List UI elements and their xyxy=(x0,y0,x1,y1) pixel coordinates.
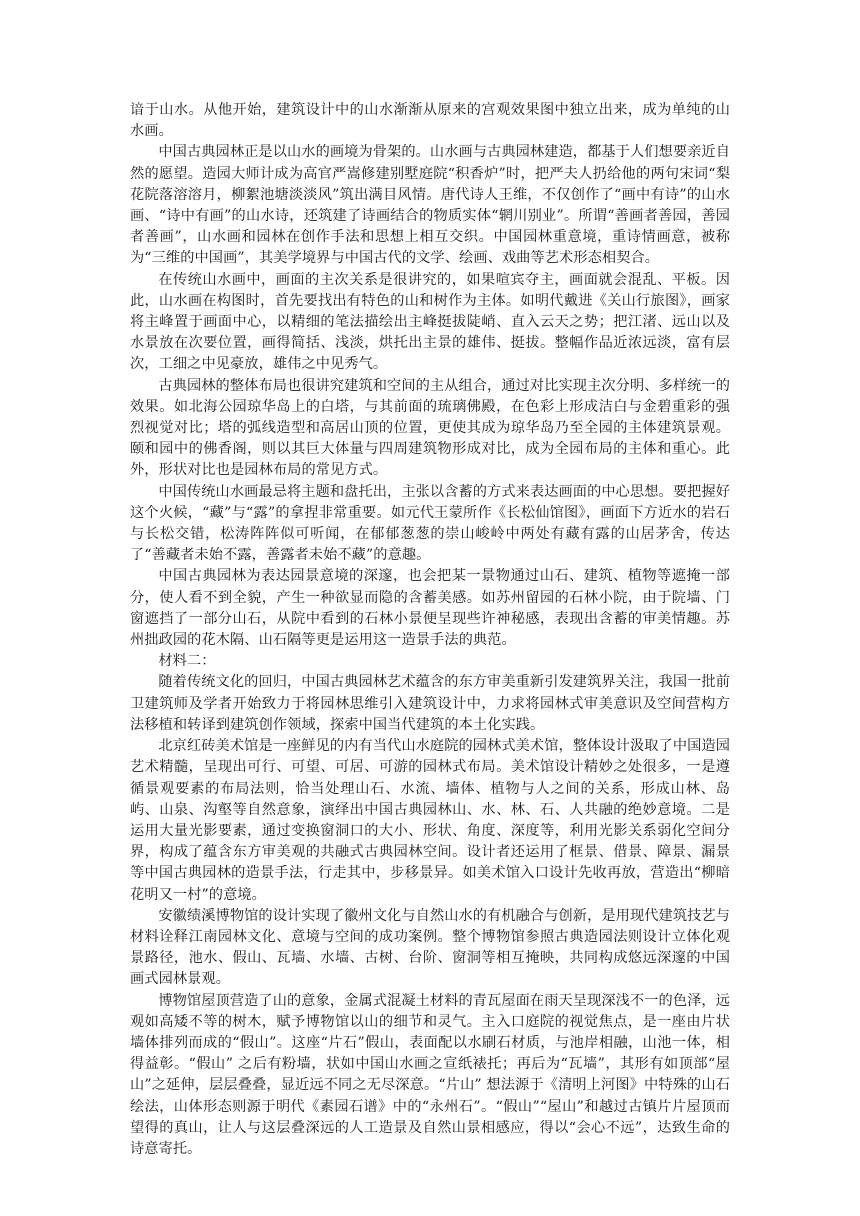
paragraph-jixi-museum: 安徽绩溪博物馆的设计实现了徽州文化与自然山水的有机融合与创新，是用现代建筑技艺与材料诠释江南园林文化、意境与空间的成功案例。整个博物馆参照古典造园法则设计立体化观景路径，池水、假山、瓦墙、水墙、古树、台阶、窗洞等相互掩映，共同构成悠远深邃的中国画式园林景观。 xyxy=(130,907,730,988)
paragraph-conceal-reveal: 中国传统山水画最忌将主题和盘托出，主张以含蓄的方式来表达画面的中心思想。要把握好这个火候，“藏”与“露”的拿捏非常重要。如元代王蒙所作《长松仙馆图》，画面下方近水的岩石与长松交错，松涛阵阵似可听闻，在郁郁葱葱的崇山峻岭中两处有藏有露的山居茅舍，传达了“善藏者未始不露，善露者未始不藏”的意趣。 xyxy=(130,483,730,564)
paragraph-museum-roof: 博物馆屋顶营造了山的意象，金属式混凝土材料的青瓦屋面在雨天呈现深浅不一的色泽，远观如高矮不等的树木，赋予博物馆以山的细节和灵气。主入口庭院的视觉焦点，是一座由片状墙体排列而成的“假山”。这座“片石”假山，表面配以水刷石材质，与池岸相融，山池一体，相得益彰。“假山” 之后有粉墙，状如中国山水画之宣纸裱托；再后为“瓦墙”，其形有如顶部“屋山”之延伸，层层叠叠，显近远不同之无尽深意。“片山” 想法源于《清明上河图》中特殊的山石绘法，山体形态则源于明代《素园石谱》中的“永州石”。“假山”“屋山”和越过古镇片片屋顶而望得的真山，让人与这层叠深远的人工造景及自然山景相感应，得以“会心不远”，达致生命的诗意寄托。 xyxy=(130,992,730,1157)
paragraph-red-brick-museum: 北京红砖美术馆是一座鲜见的内有当代山水庭院的园林式美术馆，整体设计汲取了中国造园艺术精髓，呈现出可行、可望、可居、可游的园林式布局。美术馆设计精妙之处很多，一是遵循景观要素的布局法则，恰当处理山石、水流、墙体、植物与人之间的关系，形成山林、岛屿、山泉、沟壑等自然意象，演绎出中国古典园林山、水、林、石、人共融的绝妙意境。二是运用大量光影要素，通过变换窗洞口的大小、形状、角度、深度等，利用光影关系弱化空间分界，构成了蕴含东方审美观的共融式古典园林空间。设计者还运用了框景、借景、障景、漏景等中国古典园林的造景手法，行走其中，步移景异。如美术馆入口设计先收再放，营造出“柳暗花明又一村”的意境。 xyxy=(130,738,730,903)
paragraph-continuation: 谙于山水。从他开始，建筑设计中的山水渐渐从原来的宫观效果图中独立出来，成为单纯的山水画。 xyxy=(130,102,730,140)
paragraph-garden-concealment: 中国古典园林为表达园景意境的深邃，也会把某一景物通过山石、建筑、植物等遮掩一部分，使人看不到全貌，产生一种欲显而隐的含蓄美感。如苏州留园的石林小院，由于院墙、门窗遮挡了一部分山石，从院中看到的石林小景便呈现些许神秘感，表现出含蓄的审美情趣。苏州拙政园的花木隔、山石隔等更是运用这一造景手法的典范。 xyxy=(130,568,730,649)
material-two-heading: 材料二： xyxy=(158,653,216,670)
paragraph-primary-secondary-painting: 在传统山水画中，画面的主次关系是很讲究的，如果喧宾夺主，画面就会混乱、平板。因此，山水画在构图时，首先要找出有特色的山和树作为主体。如明代戴进《关山行旅图》，画家将主峰置于画面中心，以精细的笔法描绘出主峰挺拔陡峭、直入云天之势；把江渚、远山以及水景放在次要位置，画得简括、浅淡，烘托出主景的雄伟、挺拔。整幅作品近浓远淡，富有层次，工细之中见豪放，雄伟之中见秀气。 xyxy=(130,271,730,373)
paragraph-garden-layout: 古典园林的整体布局也很讲究建筑和空间的主从组合，通过对比实现主次分明、多样统一的效果。如北海公园琼华岛上的白塔，与其前面的琉璃佛殿，在色彩上形成洁白与金碧重彩的强烈视觉对比；塔的弧线造型和高居山顶的位置，更使其成为琼华岛乃至全园的主体建筑景观。颐和园中的佛香阁，则以其巨大体量与四周建筑物形成对比，成为全园布局的主体和重心。此外，形状对比也是园林布局的常见方式。 xyxy=(130,377,730,479)
paragraph-modern-architecture: 随着传统文化的回归，中国古典园林艺术蕴含的东方审美重新引发建筑界关注，我国一批前卫建筑师及学者开始致力于将园林思维引入建筑设计中，力求将园林式审美意识及空间营构方法移植和转译到建筑创作领域，探索中国当代建筑的本土化实践。 xyxy=(130,674,730,733)
paragraph-garden-landscape-painting: 中国古典园林正是以山水的画境为骨架的。山水画与古典园林建造，都基于人们想要亲近自然的愿望。造园大师计成为高官严嵩修建别墅庭院“积香炉”时，把严夫人扔给他的两句宋词“梨花院落溶溶月，柳絮池塘淡淡风”筑出满目风情。唐代诗人王维，不仅创作了“画中有诗”的山水画、“诗中有画”的山水诗，还筑建了诗画结合的物质实体“辋川别业”。所谓“善画者善园，善园者善画”，山水画和园林在创作手法和思想上相互交织。中国园林重意境，重诗情画意，被称为“三维的中国画”，其美学境界与中国古代的文学、绘画、戏曲等艺术形态相契合。 xyxy=(130,144,730,267)
document-page xyxy=(130,100,730,1160)
